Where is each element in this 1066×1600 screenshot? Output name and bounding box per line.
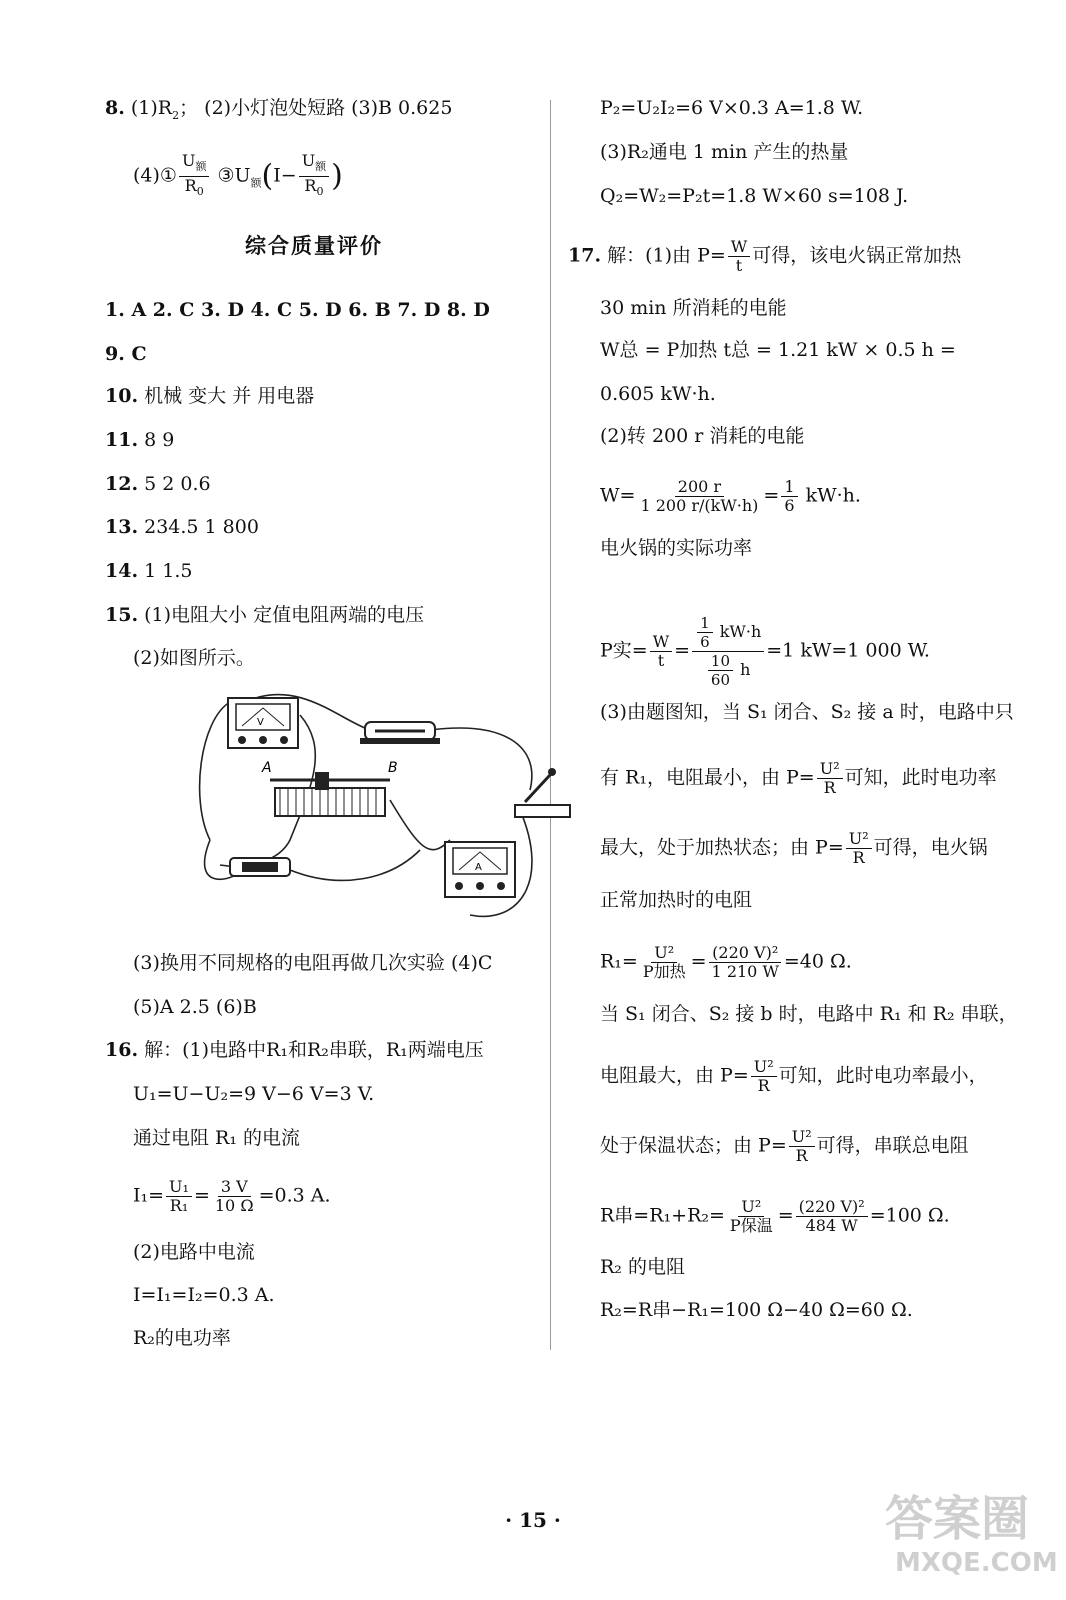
q8-line1: 8. $(1)R_2$； (2)小灯泡处短路 (3)B 0.625: [105, 97, 453, 122]
watermark-logo: 答案圈 MXQE.COM: [885, 1491, 1058, 1578]
q17-line13: R₁= $\frac{\text{U²}}{\text{P加热}}$ = $\frac{\text{(220 V)²}}{1 210 W}$ =40 Ω.: [600, 943, 852, 981]
q17-line1: 17. 解：(1)由 P= $\frac{W}{t}$ 可得，该电火锅正常加热: [568, 237, 962, 275]
fraction: $\frac{U_额}{R_0}$: [179, 152, 209, 201]
mc-answers-2: 9. C: [105, 343, 147, 365]
section-heading: 综合质量评价: [245, 234, 383, 258]
switch: [515, 768, 570, 817]
q17-line8: P实= $\frac{W}{t}$ = $\frac{1}{6}$ kW·h $\frac{10}{60}$ h =1 kW=1 000 W.: [600, 614, 930, 689]
q17-line11: 最大，处于加热状态；由 P= $\frac{\text{U²}}{R}$ 可得，电火锅: [600, 829, 988, 867]
fraction: $\frac{U_额}{R_0}$: [299, 152, 329, 201]
svg-text:A: A: [475, 862, 482, 873]
q17-line2: 30 min 所消耗的电能: [600, 297, 787, 319]
q13: 13. 234.5 1 800: [105, 516, 259, 538]
mc-answers-1: 1. A 2. C 3. D 4. C 5. D 6. B 7. D 8. D: [105, 299, 490, 321]
q17-line4: 0.605 kW·h.: [600, 383, 716, 405]
q15-line2: (2)如图所示。: [133, 647, 255, 669]
fixed-resistor: [360, 722, 440, 744]
svg-text:V: V: [257, 717, 264, 728]
q16-line7: R₂的电功率: [133, 1327, 231, 1349]
q14: 14. 1 1.5: [105, 560, 193, 582]
q8-line2: (4)① $\frac{U_额}{R_0}$ $③U_额(I-$ $\frac{U_额}{R_0}$ ): [133, 152, 343, 201]
q15-line1: 15. (1)电阻大小 定值电阻两端的电压: [105, 604, 425, 626]
ammeter: [445, 842, 515, 897]
q15-line3: (3)换用不同规格的电阻再做几次实验 (4)C: [133, 952, 493, 974]
q17-line10: 有 R₁，电阻最小，由 P= $\frac{\text{U²}}{R}$ 可知，此时电功率: [600, 759, 997, 797]
q11: 11. 8 9: [105, 429, 175, 451]
q12: 12. 5 2 0.6: [105, 473, 211, 495]
circuit-diagram: [190, 690, 580, 930]
q17-line16: 处于保温状态；由 P= $\frac{\text{U²}}{R}$ 可得，串联总电阻: [600, 1127, 969, 1165]
q17-line19: R₂=R串−R₁=100 Ω−40 Ω=60 Ω.: [600, 1299, 913, 1321]
battery: [230, 858, 290, 876]
q17-line9: (3)由题图知，当 S₁ 闭合、S₂ 接 a 时，电路中只: [600, 701, 1014, 723]
q10: 10. 机械 变大 并 用电器: [105, 385, 315, 407]
r-line2: (3)R₂通电 1 min 产生的热量: [600, 141, 849, 163]
q16-line6: I=I₁=I₂=0.3 A.: [133, 1284, 275, 1306]
q17-line12: 正常加热时的电阻: [600, 889, 753, 911]
q17-line6: W= $\frac{200 r}{1 200 r/(kW\cdot h)}$ = $\frac{1}{6}$ kW·h.: [600, 477, 861, 515]
q17-line5: (2)转 200 r 消耗的电能: [600, 425, 805, 447]
q16-line4: I₁= $\frac{\text{U₁}}{\text{R₁}}$ = $\frac{3 V}{10 \Omega}$ =0.3 A.: [133, 1177, 331, 1215]
rheostat-terminal-a: A: [262, 760, 272, 776]
q15-line4: (5)A 2.5 (6)B: [133, 996, 257, 1018]
q16-line2: U₁=U−U₂=9 V−6 V=3 V.: [133, 1083, 375, 1105]
rheostat-terminal-b: B: [388, 760, 398, 776]
q16-line1: 16. 解：(1)电路中R₁和R₂串联，R₁两端电压: [105, 1039, 484, 1061]
r-line1: P₂=U₂I₂=6 V×0.3 A=1.8 W.: [600, 97, 864, 119]
q17-line17: R串=R₁+R₂= $\frac{\text{U²}}{\text{P保温}}$ = $\frac{\text{(220 V)²}}{484 W}$ =100 Ω.: [600, 1197, 950, 1235]
q17-line18: R₂ 的电阻: [600, 1256, 685, 1278]
q17-line14: 当 S₁ 闭合、S₂ 接 b 时，电路中 R₁ 和 R₂ 串联，: [600, 1003, 1018, 1025]
voltmeter: [228, 698, 298, 748]
q16-line3: 通过电阻 R₁ 的电流: [133, 1127, 301, 1149]
rheostat: [261, 760, 398, 816]
q17-line15: 电阻最大，由 P= $\frac{\text{U²}}{R}$ 可知，此时电功率最小，: [600, 1057, 988, 1095]
q17-line7: 电火锅的实际功率: [600, 537, 753, 559]
r-line3: Q₂=W₂=P₂t=1.8 W×60 s=108 J.: [600, 185, 909, 207]
q16-line5: (2)电路中电流: [133, 1241, 255, 1263]
q17-line3: W总 = P加热 t总 = 1.21 kW × 0.5 h =: [600, 339, 956, 361]
page-number: · 15 ·: [505, 1508, 561, 1532]
